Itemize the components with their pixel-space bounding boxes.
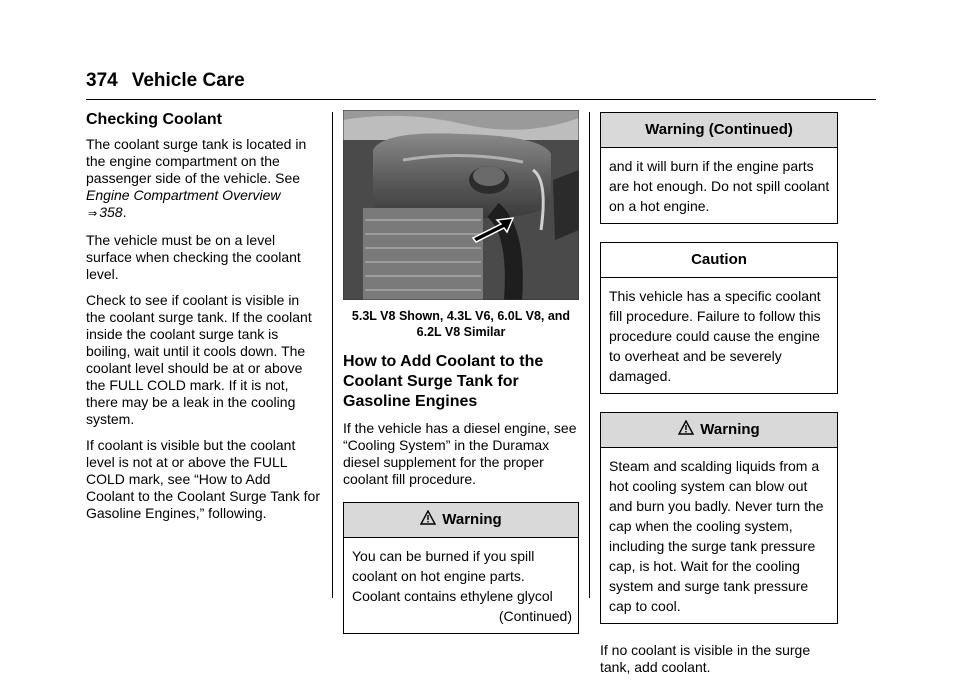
paragraph-diesel-note: If the vehicle has a diesel engine, see “Cooling System” in the Duramax diesel supplement for the proper coolant fill procedure. [343,420,577,487]
warning-continued-title: Warning (Continued) [601,113,837,148]
warning-continued-body: and it will burn if the engine parts are hot enough. Do not spill coolant on a hot engine. [609,158,830,214]
how-to-add-coolant-heading: How to Add Coolant to the Coolant Surge Tank for Gasoline Engines [343,353,544,410]
photo-caption: 5.3L V8 Shown, 4.3L V6, 6.0L V8, and 6.2L V8 Similar [351,309,571,339]
warning-box-steam [600,412,838,624]
caution-box [600,242,838,394]
column-divider-2 [589,112,590,598]
section-title: Vehicle Care [131,70,245,91]
caution-title: Caution [601,243,837,278]
coolant-surge-tank-photo [343,110,579,300]
header-rule [86,99,876,100]
paragraph-level-surface: The vehicle must be on a level surface when checking the coolant level. [86,232,301,282]
column-2 [343,110,579,652]
continued-label: (Continued) [498,608,572,624]
warning-continued-box [600,112,838,224]
warning-box-body: You can be burned if you spill coolant on hot engine parts. Coolant contains ethylene glycol (Continued) [352,548,572,624]
warning-triangle-icon [420,510,436,526]
cross-reference-arrow-icon: ⇒ [88,208,98,220]
page-number: 374 [86,70,118,91]
paragraph-no-coolant: If no coolant is visible in the surge tank, add coolant. [600,642,811,675]
warning-box-burn [343,502,579,634]
column-1 [86,110,322,531]
column-3 [600,112,838,685]
page-reference[interactable]: 358 [99,204,123,220]
engine-compartment-overview-link[interactable]: Engine Compartment Overview [86,187,281,203]
checking-coolant-heading: Checking Coolant [86,111,223,128]
warning-triangle-icon [678,420,694,436]
paragraph-location: The coolant surge tank is located in the engine compartment on the passenger side of the vehicle. See Engine Compartment Overview ⇒ 358. [86,136,307,220]
column-divider-1 [332,112,333,598]
caution-body: This vehicle has a specific coolant fill procedure. Failure to follow this procedure could cause the engine to overheat and be severely damaged. [609,288,821,384]
page-header [86,70,245,92]
warning-box-title: Warning [344,503,578,538]
paragraph-check-visible: Check to see if coolant is visible in the coolant surge tank. If the coolant inside the coolant surge tank is boiling, wait until it cools down. The coolant level should be at or above the FULL COLD mark. If it is not, there may be a leak in the cooling system. [86,292,312,427]
warning-steam-title: Warning [601,413,837,448]
paragraph-add-reference: If coolant is visible but the coolant level is not at or above the FULL COLD mark, see “How to Add Coolant to the Coolant Surge Tank for Gasoline Engines,” following. [86,437,321,521]
warning-steam-body: Steam and scalding liquids from a hot cooling system can blow out and burn you badly. Never turn the cap when the cooling system, including the surge tank pressure cap, is hot. Wait for the cooling system and surge tank pressure cap to cool. [609,458,824,614]
